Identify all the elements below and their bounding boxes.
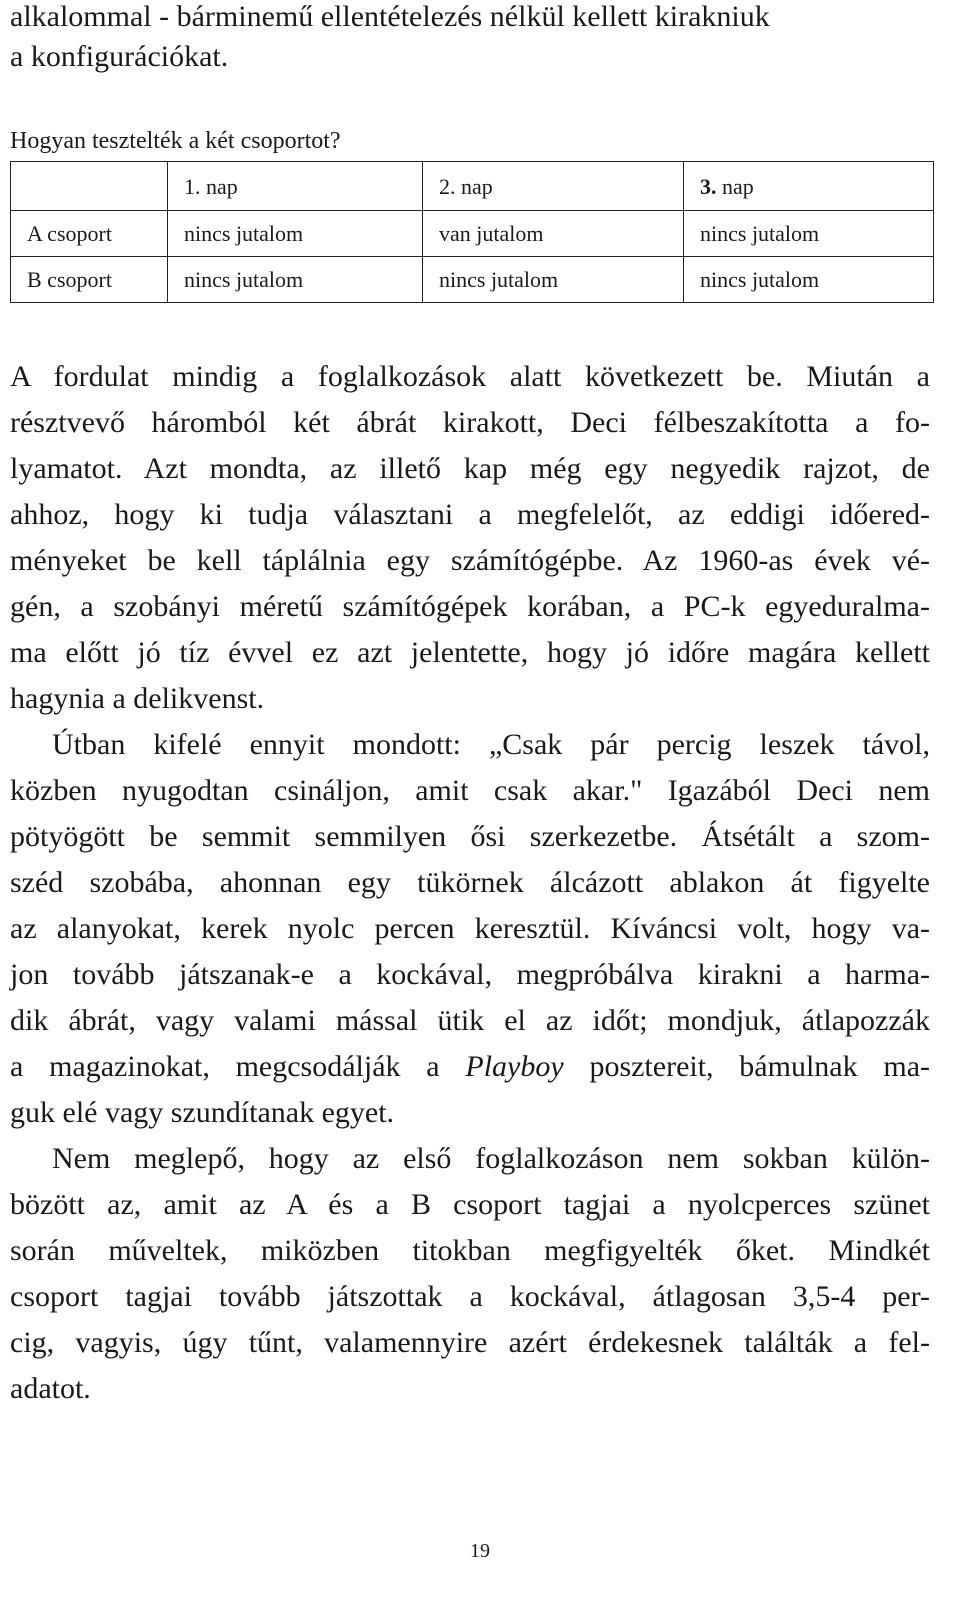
table-cell: nincs jutalom: [168, 211, 423, 257]
table-header-cell: 1. nap: [168, 162, 423, 211]
paragraph-1-line: hagynia a delikvenst.: [10, 682, 265, 715]
table-cell: B csoport: [11, 257, 168, 303]
paragraph-2-line: [10, 1044, 930, 1090]
paragraph-2-line: az alanyokat, kerek nyolc percen keresztül. Kíváncsi volt, hogy va-: [10, 912, 930, 945]
paragraph-2-line: jon tovább játszanak-e a kockával, megpróbálva kirakni a harma-: [10, 958, 930, 991]
paragraph-1-line: ahhoz, hogy ki tudja választani a megfelelőt, az eddigi időered-: [10, 498, 930, 531]
paragraph-3-line: során műveltek, miközben titokban megfigyelték őket. Mindkét: [10, 1234, 930, 1267]
table-cell: nincs jutalom: [168, 257, 423, 303]
paragraph-2-line: Útban kifelé ennyit mondott: „Csak pár percig leszek távol,: [52, 728, 930, 761]
paragraph-1-line: gén, a szobányi méretű számítógépek korában, a PC-k egyeduralma-: [10, 590, 930, 623]
table-cell: van jutalom: [423, 211, 684, 257]
table-cell: A csoport: [11, 211, 168, 257]
paragraph-2-line: guk elé vagy szundítanak egyet.: [10, 1096, 395, 1129]
table-row: [11, 257, 934, 303]
table-header-cell: [11, 162, 168, 211]
paragraph-1-line: A fordulat mindig a foglalkozások alatt következett be. Miután a: [10, 360, 930, 393]
magazine-title: Playboy: [465, 1050, 564, 1083]
table-cell: nincs jutalom: [684, 211, 934, 257]
table-row: [11, 211, 934, 257]
paragraph-1-line: résztvevő háromból két ábrát kirakott, Deci félbeszakította a fo-: [10, 406, 930, 439]
paragraph-3-line: csoport tagjai tovább játszottak a kockával, átlagosan 3,5-4 per-: [10, 1280, 930, 1313]
intro-line-1: alkalommal - bárminemű ellentételezés nélkül kellett kirakniuk: [10, 0, 770, 33]
paragraph-3-line: Nem meglepő, hogy az első foglalkozáson nem sokban külön-: [52, 1142, 930, 1175]
paragraph-2-line: széd szobába, ahonnan egy tükörnek álcázott ablakon át figyelte: [10, 866, 930, 899]
table-header-cell: [684, 162, 934, 211]
group-test-table: [10, 161, 934, 303]
table-cell: nincs jutalom: [684, 257, 934, 303]
paragraph-1-line: ma előtt jó tíz évvel ez azt jelentette, hogy jó időre magára kellett: [10, 636, 930, 669]
day-number-bold: 3.: [700, 174, 717, 199]
paragraph-3-line: bözött az, amit az A és a B csoport tagjai a nyolcperces szünet: [10, 1188, 930, 1221]
day-label: nap: [722, 174, 754, 199]
paragraph-2-line: közben nyugodtan csináljon, amit csak akar." Igazából Deci nem: [10, 774, 930, 807]
page-number: 19: [470, 1540, 490, 1562]
table-header-cell: 2. nap: [423, 162, 684, 211]
intro-line-2: a konfigurációkat.: [10, 40, 229, 73]
table-cell: nincs jutalom: [423, 257, 684, 303]
paragraph-1-line: lyamatot. Azt mondta, az illető kap még egy negyedik rajzot, de: [10, 452, 930, 485]
paragraph-3-line: cig, vagyis, úgy tűnt, valamennyire azért érdekesnek találták a fel-: [10, 1326, 930, 1359]
paragraph-1-line: ményeket be kell táplálnia egy számítógépbe. Az 1960-as évek vé-: [10, 544, 930, 577]
line-text: posztereit, bámulnak ma-: [589, 1050, 931, 1083]
paragraph-2-line: dik ábrát, vagy valami mással ütik el az időt; mondjuk, átlapozzák: [10, 1004, 930, 1037]
paragraph-3-line: adatot.: [10, 1372, 91, 1405]
table-caption: Hogyan tesztelték a két csoportot?: [10, 128, 341, 154]
line-text: a magazinokat, megcsodálják a: [10, 1050, 440, 1083]
paragraph-2-line: pötyögött be semmit semmilyen ősi szerkezetbe. Átsétált a szom-: [10, 820, 930, 853]
table-header-row: [11, 162, 934, 211]
